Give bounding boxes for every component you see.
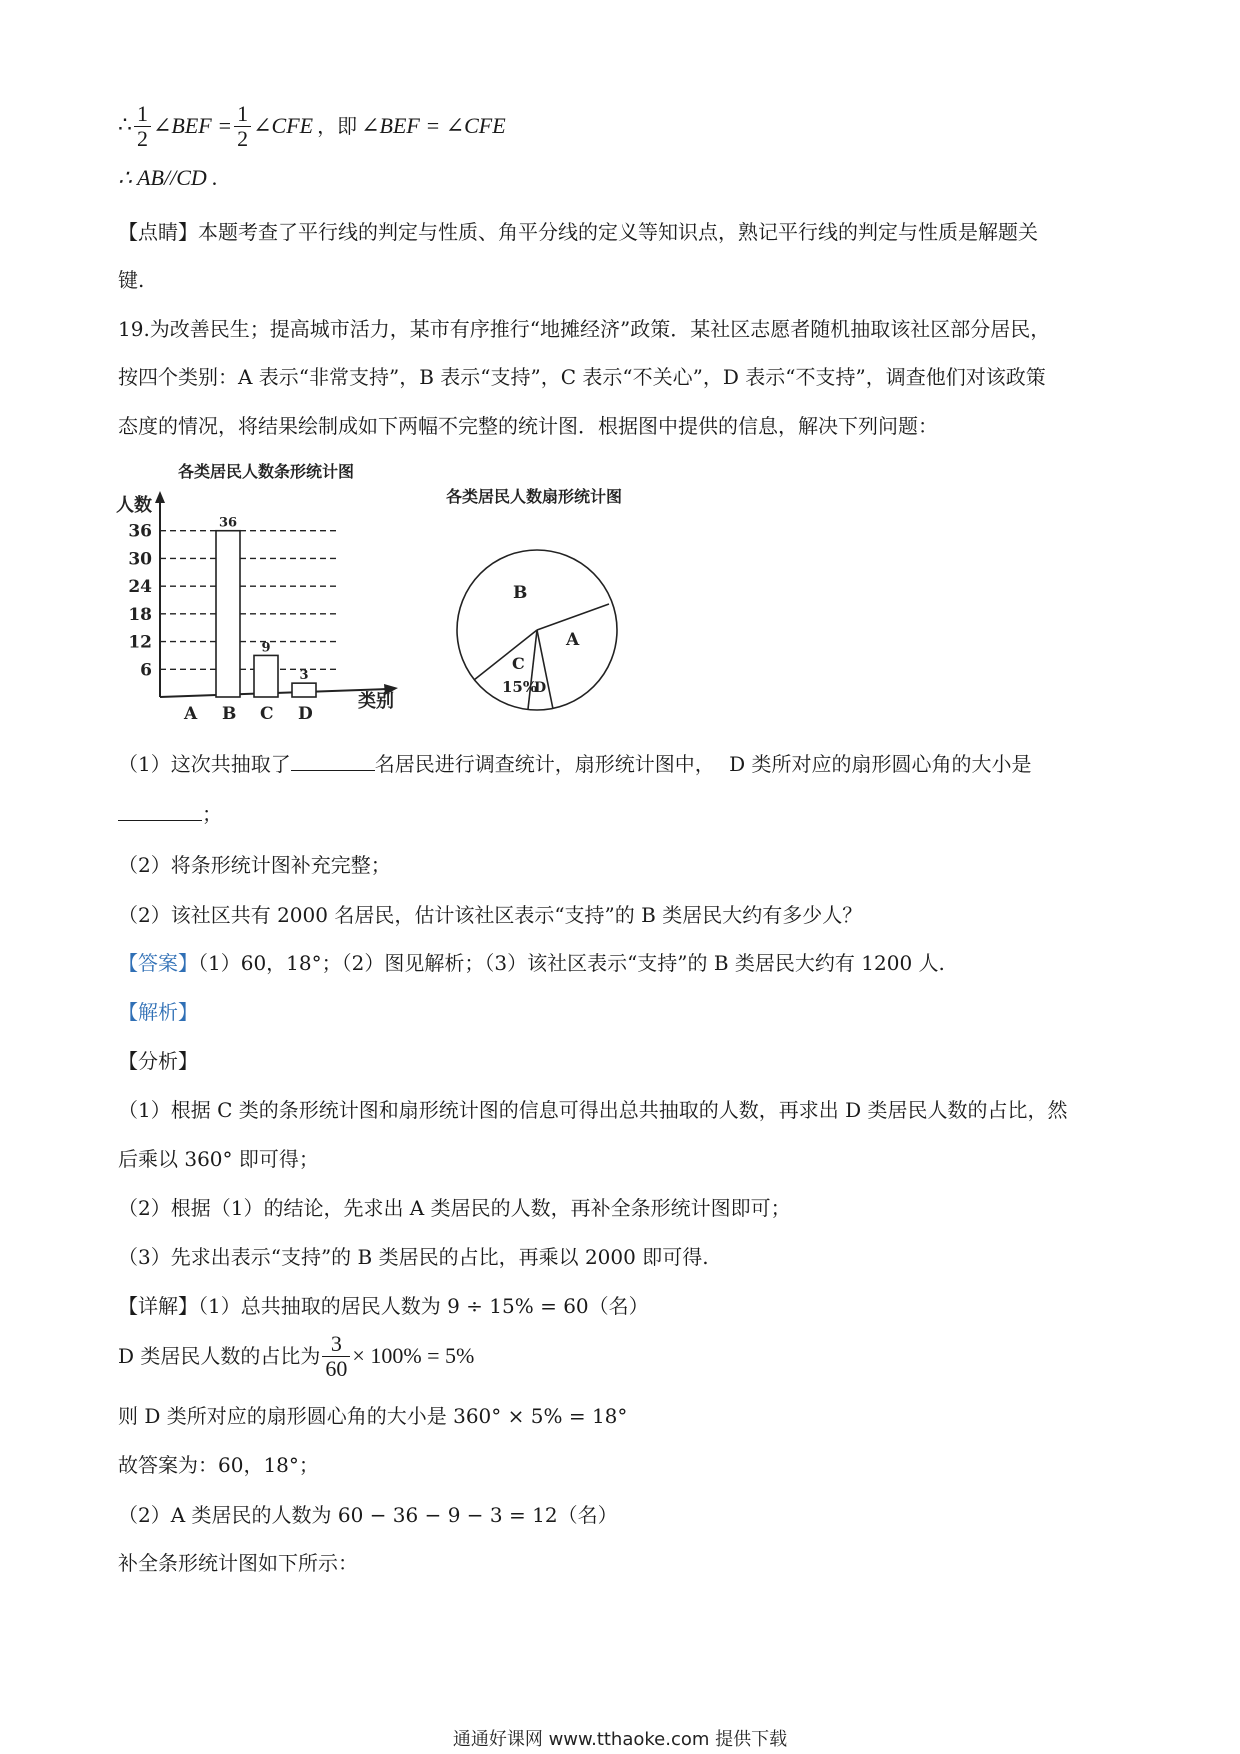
y-tick-label-5: 36: [128, 521, 152, 542]
question-19-line-1: 19.为改善民生；提高城市活力，某市有序推行“地摊经济”政策．某社区志愿者随机抽取该社区部分居民，: [118, 317, 1051, 341]
pie-edge-ba: [537, 604, 609, 630]
line-bef-cfe: [118, 98, 506, 154]
part-1-text-a: （1）这次共抽取了: [118, 752, 291, 776]
x-tick-label-A: A: [184, 704, 198, 720]
detail-line-4: 故答案为：60，18°；: [118, 1453, 319, 1477]
answer-tag: 【答案】: [118, 951, 198, 975]
pie-edge-dc: [528, 630, 537, 709]
part-3-line: （2）该社区共有 2000 名居民，估计该社区表示“支持”的 B 类居民大约有多少人？: [118, 903, 863, 927]
x-tick-label-B: B: [222, 704, 237, 720]
fenxi-line-3: （2）根据（1）的结论，先求出 A 类居民的人数，再补全条形统计图即可；: [118, 1196, 791, 1220]
fraction-half-2: $\frac{1}{2}$: [234, 102, 251, 151]
line-ab-parallel-cd: ∴ AB//CD .: [118, 165, 218, 190]
fraction-half-1: $\frac{1}{2}$: [134, 102, 151, 151]
answer-line: [118, 949, 945, 977]
pie-label-d: D: [534, 680, 547, 696]
answer-blank-1: [291, 750, 375, 771]
detail-line-2-result: × 100% = 5%: [352, 1343, 475, 1368]
pie-label-a: A: [566, 630, 580, 650]
bar-chart-xlabels: [183, 704, 313, 720]
pie-edge-cb: [474, 630, 537, 680]
bar-B: [216, 531, 240, 697]
detail-line-1: 【详解】（1）总共抽取的居民人数为 9 ÷ 15% = 60（名）: [118, 1294, 649, 1318]
part-2-line: （2）将条形统计图补充完整；: [118, 853, 391, 877]
angle-equality: ∠BEF = ∠CFE: [361, 113, 506, 138]
detail-line-6: 补全条形统计图如下所示：: [118, 1551, 358, 1575]
bar-D: [292, 683, 316, 697]
analysis-tag: 【解析】: [118, 1000, 198, 1024]
angle-bef-term: ∠BEF =: [153, 113, 233, 138]
part-1-text-c: D 类所对应的扇形圆心角的大小是: [729, 752, 1032, 776]
y-tick-label-3: 24: [128, 577, 152, 598]
bar-chart-xlabel: 类别: [358, 691, 394, 712]
bar-chart-yticks: [128, 522, 152, 681]
pie-label-c: C: [512, 654, 525, 673]
fenxi-line-1: （1）根据 C 类的条形统计图和扇形统计图的信息可得出总共抽取的人数，再求出 D 类居民人数的占比，然: [118, 1098, 1068, 1122]
bar-chart-ylabel: 人数: [116, 495, 152, 516]
bar-value-label-B: 36: [218, 515, 238, 531]
answer-blank-2: [118, 800, 202, 821]
pie-edge-ad: [537, 630, 553, 709]
bar-C: [254, 655, 278, 697]
page-footer: 通通好课网 www.tthaoke.com 提供下载: [452, 1729, 788, 1750]
bar-chart-title: 各类居民人数条形统计图: [178, 462, 355, 481]
line-dianjing: 【点睛】本题考查了平行线的判定与性质、角平分线的定义等知识点，熟记平行线的判定与性质是解题关: [118, 220, 1038, 244]
detail-line-2-text: D 类居民人数的占比为: [118, 1344, 321, 1368]
detail-line-3: 则 D 类所对应的扇形圆心角的大小是 360° × 5% = 18°: [118, 1404, 628, 1428]
detail-line-2: [118, 1325, 474, 1387]
fenxi-tag: 【分析】: [118, 1049, 198, 1073]
y-tick-label-0: 6: [140, 660, 152, 681]
bar-value-label-C: 9: [261, 640, 271, 656]
x-tick-label-C: C: [260, 704, 274, 720]
part-1-line: [118, 750, 1032, 778]
pie-label-c-percent: 15%: [502, 678, 538, 696]
angle-cfe-term: ∠CFE: [253, 113, 314, 138]
ji-text: ，即: [317, 114, 358, 138]
bar-chart: [108, 455, 408, 720]
part-1-end: ；: [202, 802, 222, 826]
pie-chart: [430, 480, 650, 725]
y-tick-label-2: 18: [128, 604, 152, 625]
bar-value-label-D: 3: [299, 668, 309, 684]
part-1-line-2: [118, 800, 222, 828]
x-tick-label-D: D: [298, 704, 313, 720]
fraction-3-over-60: $\frac{3}{60}$: [322, 1332, 350, 1381]
fenxi-line-2: 后乘以 360° 即可得；: [118, 1147, 319, 1171]
y-axis-arrow: [155, 491, 165, 503]
bar-chart-grid: [160, 531, 338, 670]
fenxi-line-4: （3）先求出表示“支持”的 B 类居民的占比，再乘以 2000 即可得.: [118, 1245, 709, 1269]
answer-text: （1）60，18°；（2）图见解析；（3）该社区表示“支持”的 B 类居民大约有 1200 人.: [198, 951, 945, 975]
pie-label-b: B: [513, 583, 528, 603]
y-tick-label-4: 30: [128, 549, 152, 570]
question-19-line-2: 按四个类别：A 表示“非常支持”，B 表示“支持”，C 表示“不关心”，D 表示“不支持”，调查他们对该政策: [118, 365, 1046, 389]
detail-line-5: （2）A 类居民的人数为 60 − 36 − 9 − 3 = 12（名）: [118, 1503, 618, 1527]
y-tick-label-1: 12: [128, 632, 152, 653]
pie-chart-title: 各类居民人数扇形统计图: [446, 487, 623, 506]
therefore-symbol: ∴: [118, 113, 132, 138]
question-19-line-3: 态度的情况，将结果绘制成如下两幅不完整的统计图．根据图中提供的信息，解决下列问题：: [118, 414, 938, 438]
line-jian: 键.: [118, 268, 145, 292]
part-1-text-b: 名居民进行调查统计，扇形统计图中，: [374, 752, 715, 776]
bar-chart-bars: [216, 516, 316, 697]
